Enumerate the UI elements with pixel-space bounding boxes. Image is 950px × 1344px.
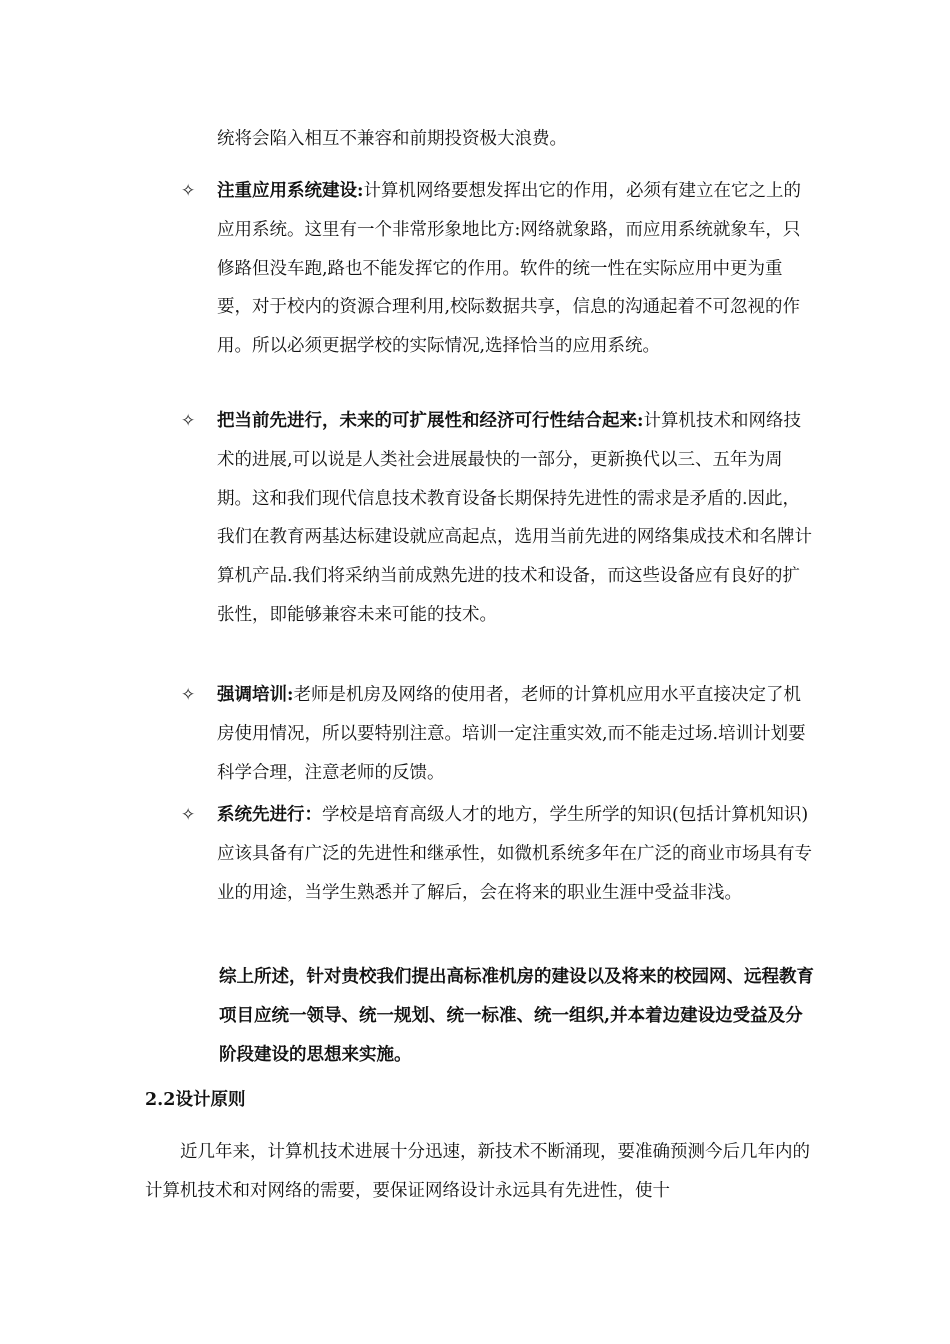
bullet-text: 学校是培育高级人才的地方，学生所学的知识(包括计算机知识)应该具备有广泛的先进性和继承性，如微机系统多年在广泛的商业市场具有专业的用途，当学生熟悉并了解后，会在将来的职业生涯中受益非浅。 — [217, 805, 812, 903]
bullet-title: 把当前先进行，未来的可扩展性和经济可行性结合起来: — [217, 411, 644, 431]
bullet-item-training — [181, 676, 817, 792]
bullet-item-scalability — [181, 402, 817, 635]
bullet-text: 计算机技术和网络技术的进展,可以说是人类社会进展最快的一部分，更新换代以三、五年为周期。这和我们现代信息技术教育设备长期保持先进性的需求是矛盾的.因此，我们在教育两基达标建设就应高起点，选用当前先进的网络集成技术和名牌计算机产品.我们将采纳当前成熟先进的技术和设备，而这些设备应有良好的扩张性，即能够兼容未来可能的技术。 — [217, 411, 812, 625]
section-intro-paragraph: 近几年来，计算机技术进展十分迅速，新技术不断涌现，要准确预测今后几年内的计算机技术和对网络的需要，要保证网络设计永远具有先进性，使十 — [145, 1142, 810, 1201]
bullet-title: 系统先进行： — [217, 805, 322, 825]
bullet-text: 老师是机房及网络的使用者，老师的计算机应用水平直接决定了机房使用情况，所以要特别注意。培训一定注重实效,而不能走过场.培训计划要科学合理，注意老师的反馈。 — [217, 685, 806, 783]
diamond-bullet-icon: ✧ — [181, 685, 196, 705]
bullet-title: 注重应用系统建设: — [217, 181, 364, 201]
bullet-title: 强调培训: — [217, 685, 294, 705]
summary-paragraph: 综上所述，针对贵校我们提出高标准机房的建设以及将来的校园网、远程教育项目应统一领导、统一规划、统一标准、统一组织,并本着边建设边受益及分阶段建设的思想来实施。 — [219, 967, 814, 1065]
bullet-text: 计算机网络要想发挥出它的作用，必须有建立在它之上的应用系统。这里有一个非常形象地比方:网络就象路，而应用系统就象车，只修路但没车跑,路也不能发挥它的作用。软件的统一性在实际应用中更为重要，对于校内的资源合理利用,校际数据共享，信息的沟通起着不可忽视的作用。所以必须更据学校的实际情况,选择恰当的应用系统。 — [217, 181, 801, 357]
bullet-item-application-systems — [181, 172, 817, 366]
bullet-item-advanced-systems — [181, 796, 817, 912]
diamond-bullet-icon: ✧ — [181, 411, 196, 431]
diamond-bullet-icon: ✧ — [181, 181, 196, 201]
continuation-paragraph: 统将会陷入相互不兼容和前期投资极大浪费。 — [217, 129, 567, 149]
diamond-bullet-icon: ✧ — [181, 805, 196, 825]
section-heading: 2.2设计原则 — [145, 1090, 246, 1110]
